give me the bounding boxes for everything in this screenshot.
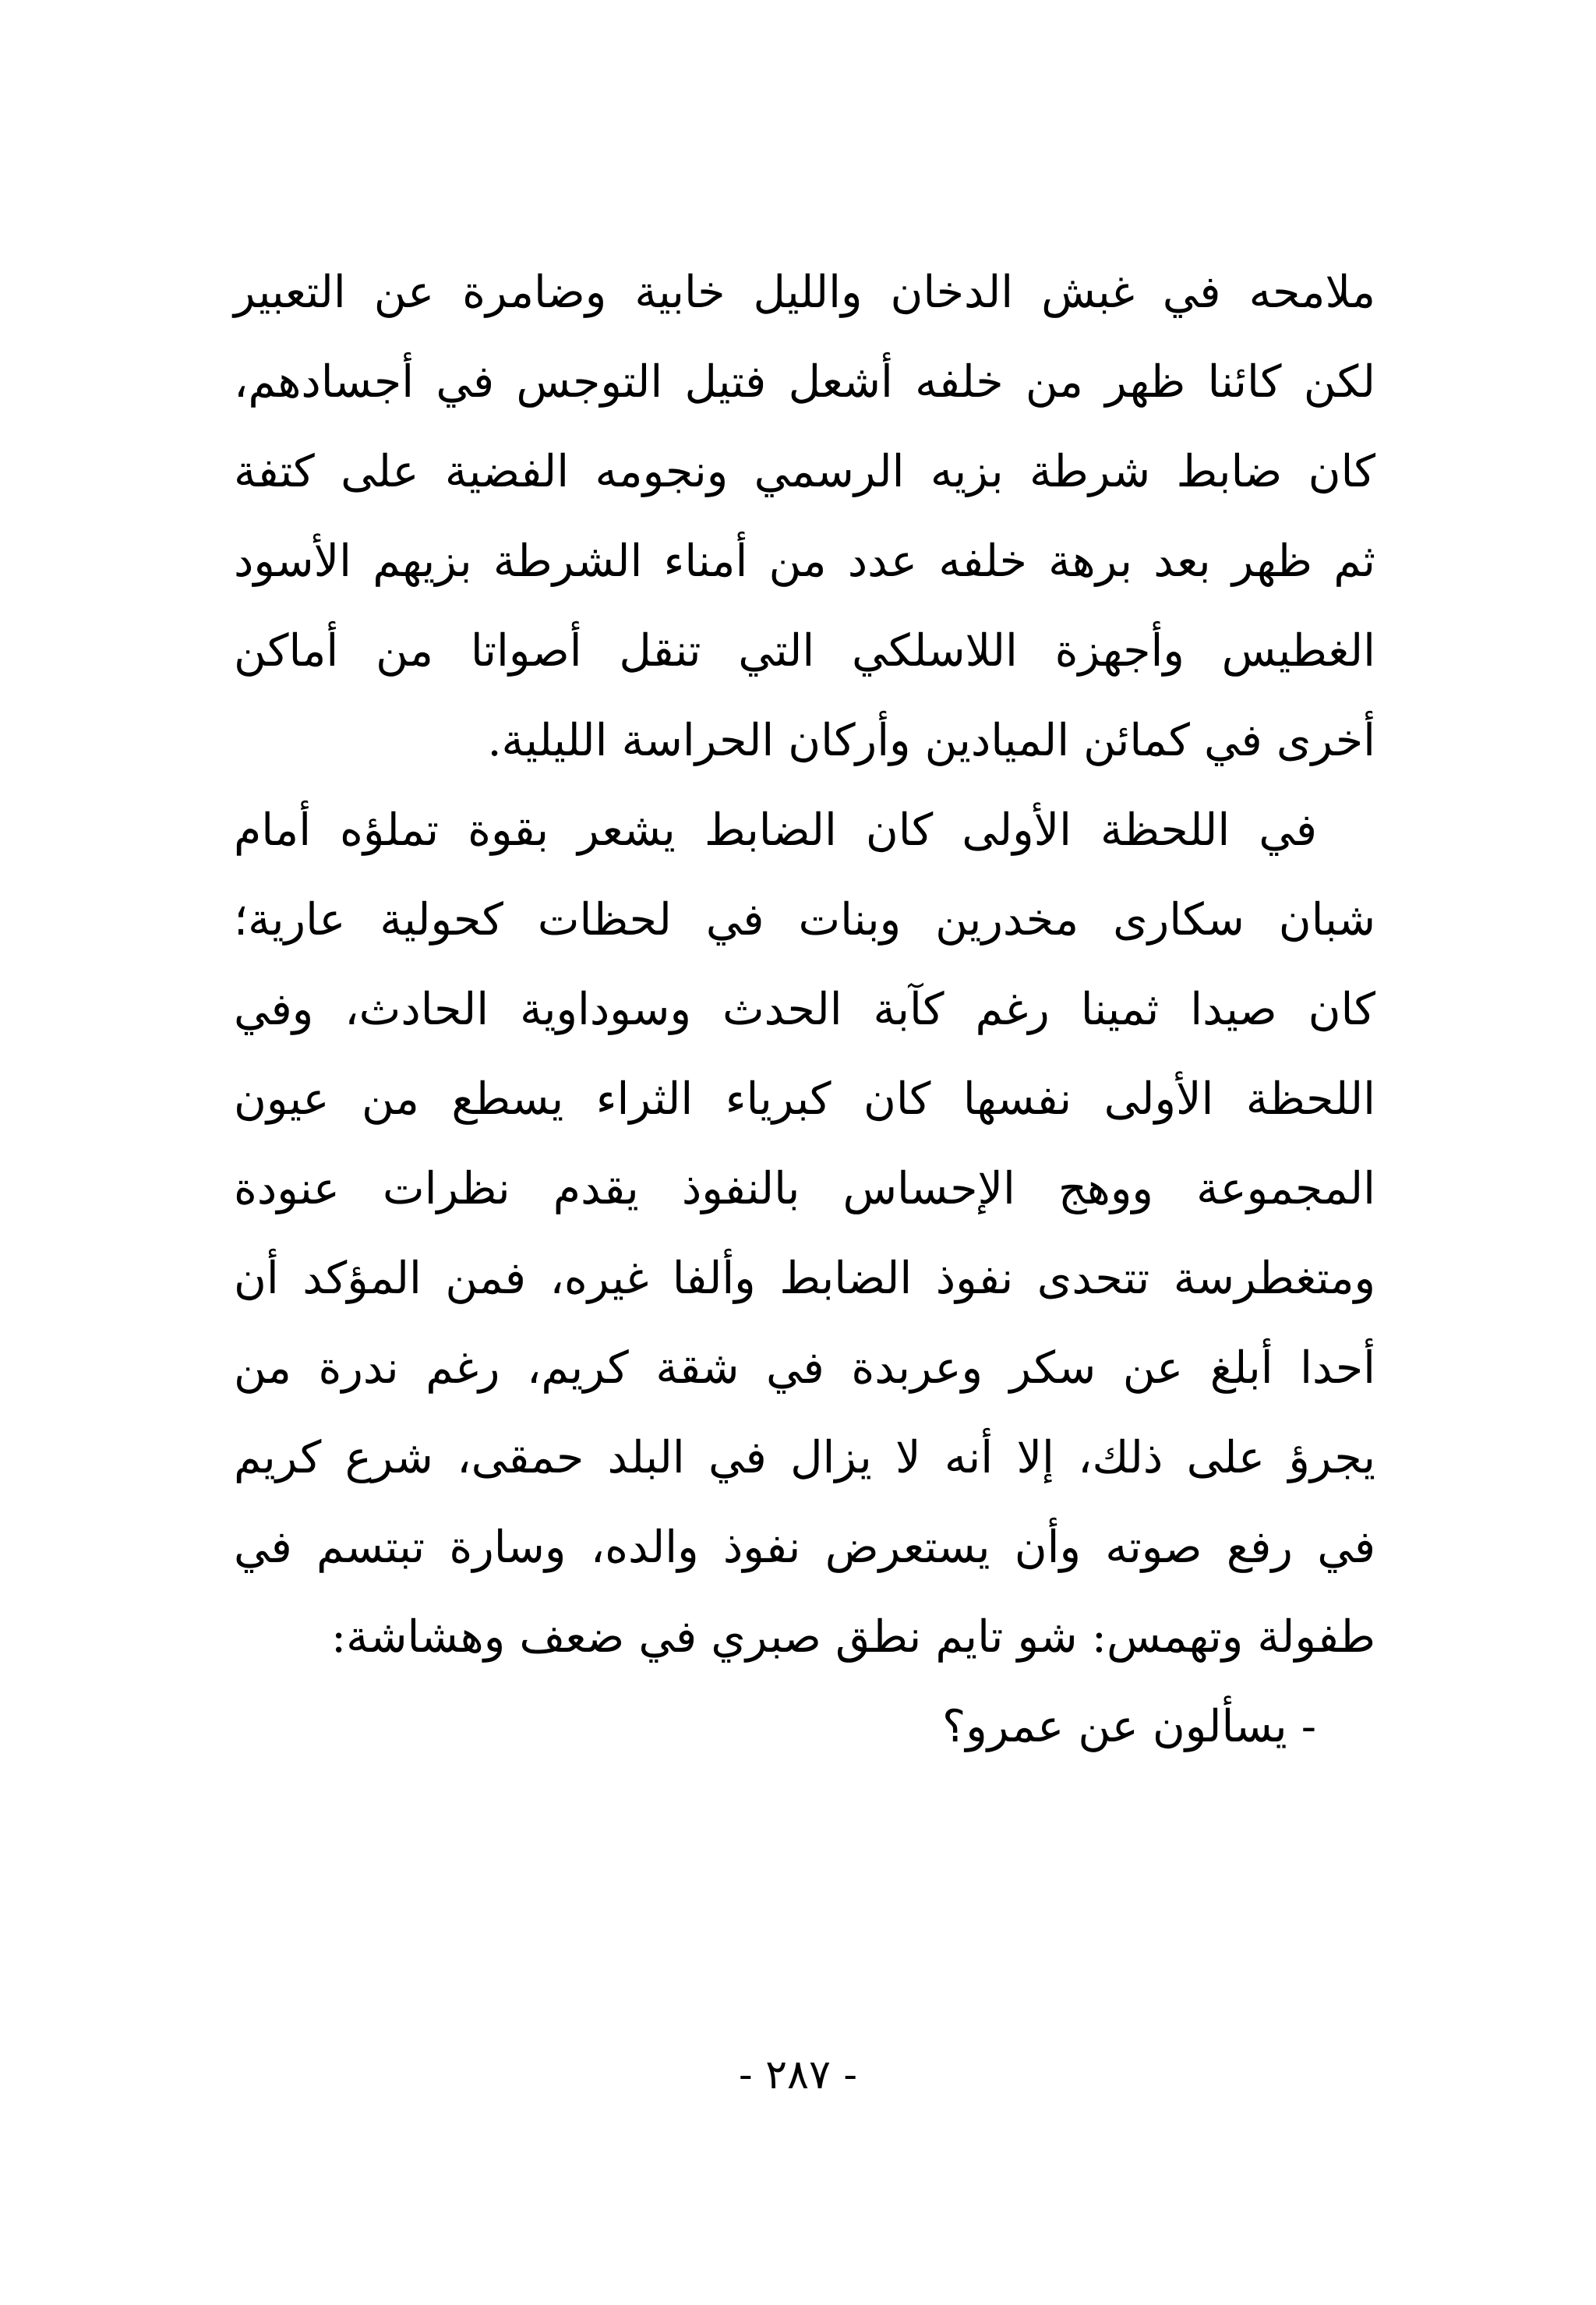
text-line: كان صيدا ثمينا رغم كآبة الحدث وسوداوية الحادث، وفي: [234, 984, 1375, 1035]
text-line: المجموعة ووهج الإحساس بالنفوذ يقدم نظرات عنودة: [234, 1163, 1375, 1214]
text-line: يجرؤ على ذلك، إلا أنه لا يزال في البلد حمقى، شرع كريم: [234, 1432, 1375, 1483]
body-text: [234, 248, 1375, 1772]
text-line: أحدا أبلغ عن سكر وعربدة في شقة كريم، رغم ندرة من: [234, 1342, 1375, 1394]
page-number: - ٢٨٧ -: [738, 2052, 857, 2098]
text-line: الغطيس وأجهزة اللاسلكي التي تنقل أصواتا من أماكن: [234, 625, 1375, 677]
text-line: شبان سكارى مخدرين وبنات في لحظات كحولية عارية؛: [234, 894, 1375, 946]
text-line: أخرى في كمائن الميادين وأركان الحراسة الليلية.: [487, 715, 1375, 766]
text-line: ملامحه في غبش الدخان والليل خابية وضامرة عن التعبير: [234, 267, 1375, 318]
text-line: في اللحظة الأولى كان الضابط يشعر بقوة تملؤه أمام: [234, 804, 1317, 856]
text-line: اللحظة الأولى نفسها كان كبرياء الثراء يسطع من عيون: [234, 1073, 1375, 1125]
text-line: ثم ظهر بعد برهة خلفه عدد من أمناء الشرطة بزيهم الأسود: [234, 536, 1375, 587]
text-line: ومتغطرسة تتحدى نفوذ الضابط وألفا غيره، فمن المؤكد أن: [234, 1253, 1375, 1304]
text-line: لكن كائنا ظهر من خلفه أشعل فتيل التوجس في أجسادهم،: [234, 356, 1375, 408]
text-line: طفولة وتهمس: شو تايم نطق صبري في ضعف وهشاشة:: [330, 1611, 1375, 1663]
text-line: في رفع صوته وأن يستعرض نفوذ والده، وسارة تبتسم في: [234, 1522, 1375, 1573]
text-line: كان ضابط شرطة بزيه الرسمي ونجومه الفضية على كتفة: [234, 446, 1375, 497]
dialogue-line: - يسألون عن عمرو؟: [942, 1701, 1316, 1752]
